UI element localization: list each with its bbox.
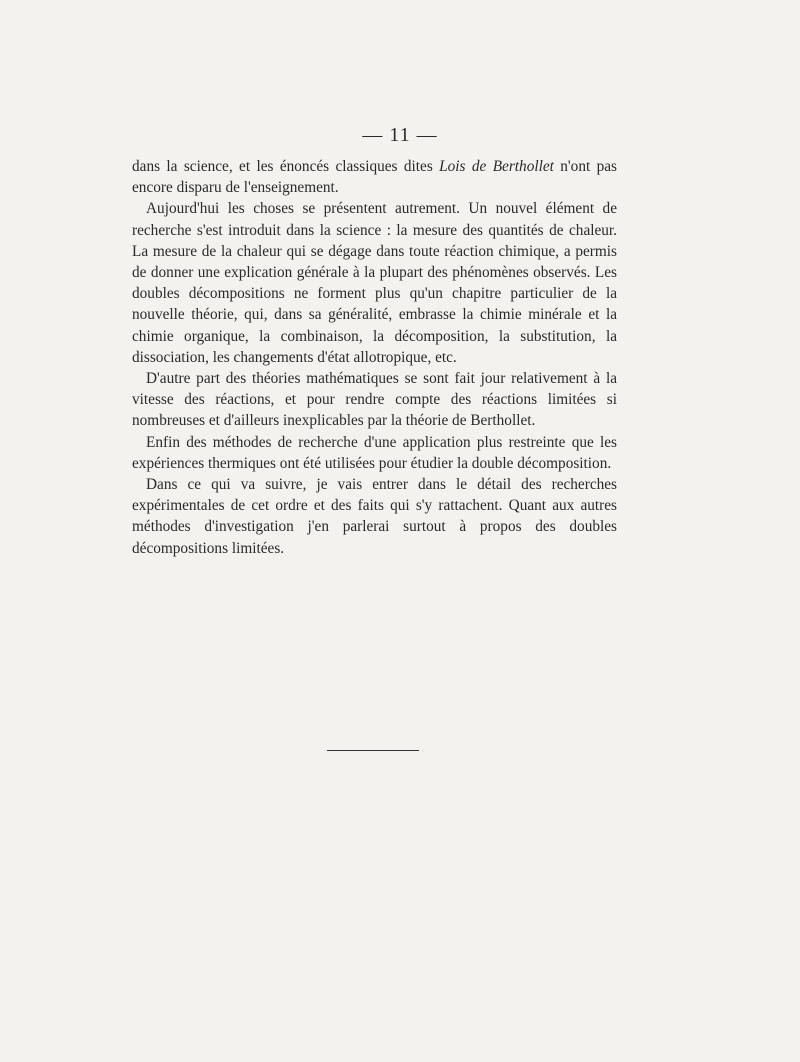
paragraph-3: D'autre part des théories mathématiques se sont fait jour relativement à la vitesse des réactions, et pour rendre compte des réactions limitées si nombreuses et d'ailleurs inexplicables par la théorie de Berthollet. xyxy=(132,370,617,430)
page-number: — 11 — xyxy=(362,124,438,146)
paragraph-2: Aujourd'hui les choses se présentent autrement. Un nouvel élément de recherche s'est introduit dans la science : la mesure des quantités de chaleur. La mesure de la chaleur qui se dégage dans toute réaction chimique, a permis de donner une explication générale à la plupart des phénomènes observés. Les doubles décompositions ne forment plus qu'un chapitre particulier de la nouvelle théorie, qui, dans sa généralité, embrasse la chimie minérale et la chimie organique, la combinaison, la décomposition, la substitution, la dissociation, les changements d'état allotropique, etc. xyxy=(132,200,617,366)
italic-title: Lois de Berthollet xyxy=(439,158,554,175)
paragraph-1-end: n'ont pas encore disparu de l'enseignement. xyxy=(132,158,617,197)
section-divider xyxy=(327,750,419,751)
body-text xyxy=(132,156,617,559)
paragraph-5: Dans ce qui va suivre, je vais entrer dans le détail des recherches expérimentales de cet ordre et des faits qui s'y rattachent. Quant aux autres méthodes d'investigation j'en parlerai surtout à propos des doubles décompositions limitées. xyxy=(132,476,617,557)
paragraph-1 xyxy=(132,156,617,198)
paragraph-1-start: dans la science, et les énoncés classiques dites xyxy=(132,158,440,175)
paragraph-4: Enfin des méthodes de recherche d'une application plus restreinte que les expériences thermiques ont été utilisées pour étudier la double décomposition. xyxy=(132,433,617,472)
